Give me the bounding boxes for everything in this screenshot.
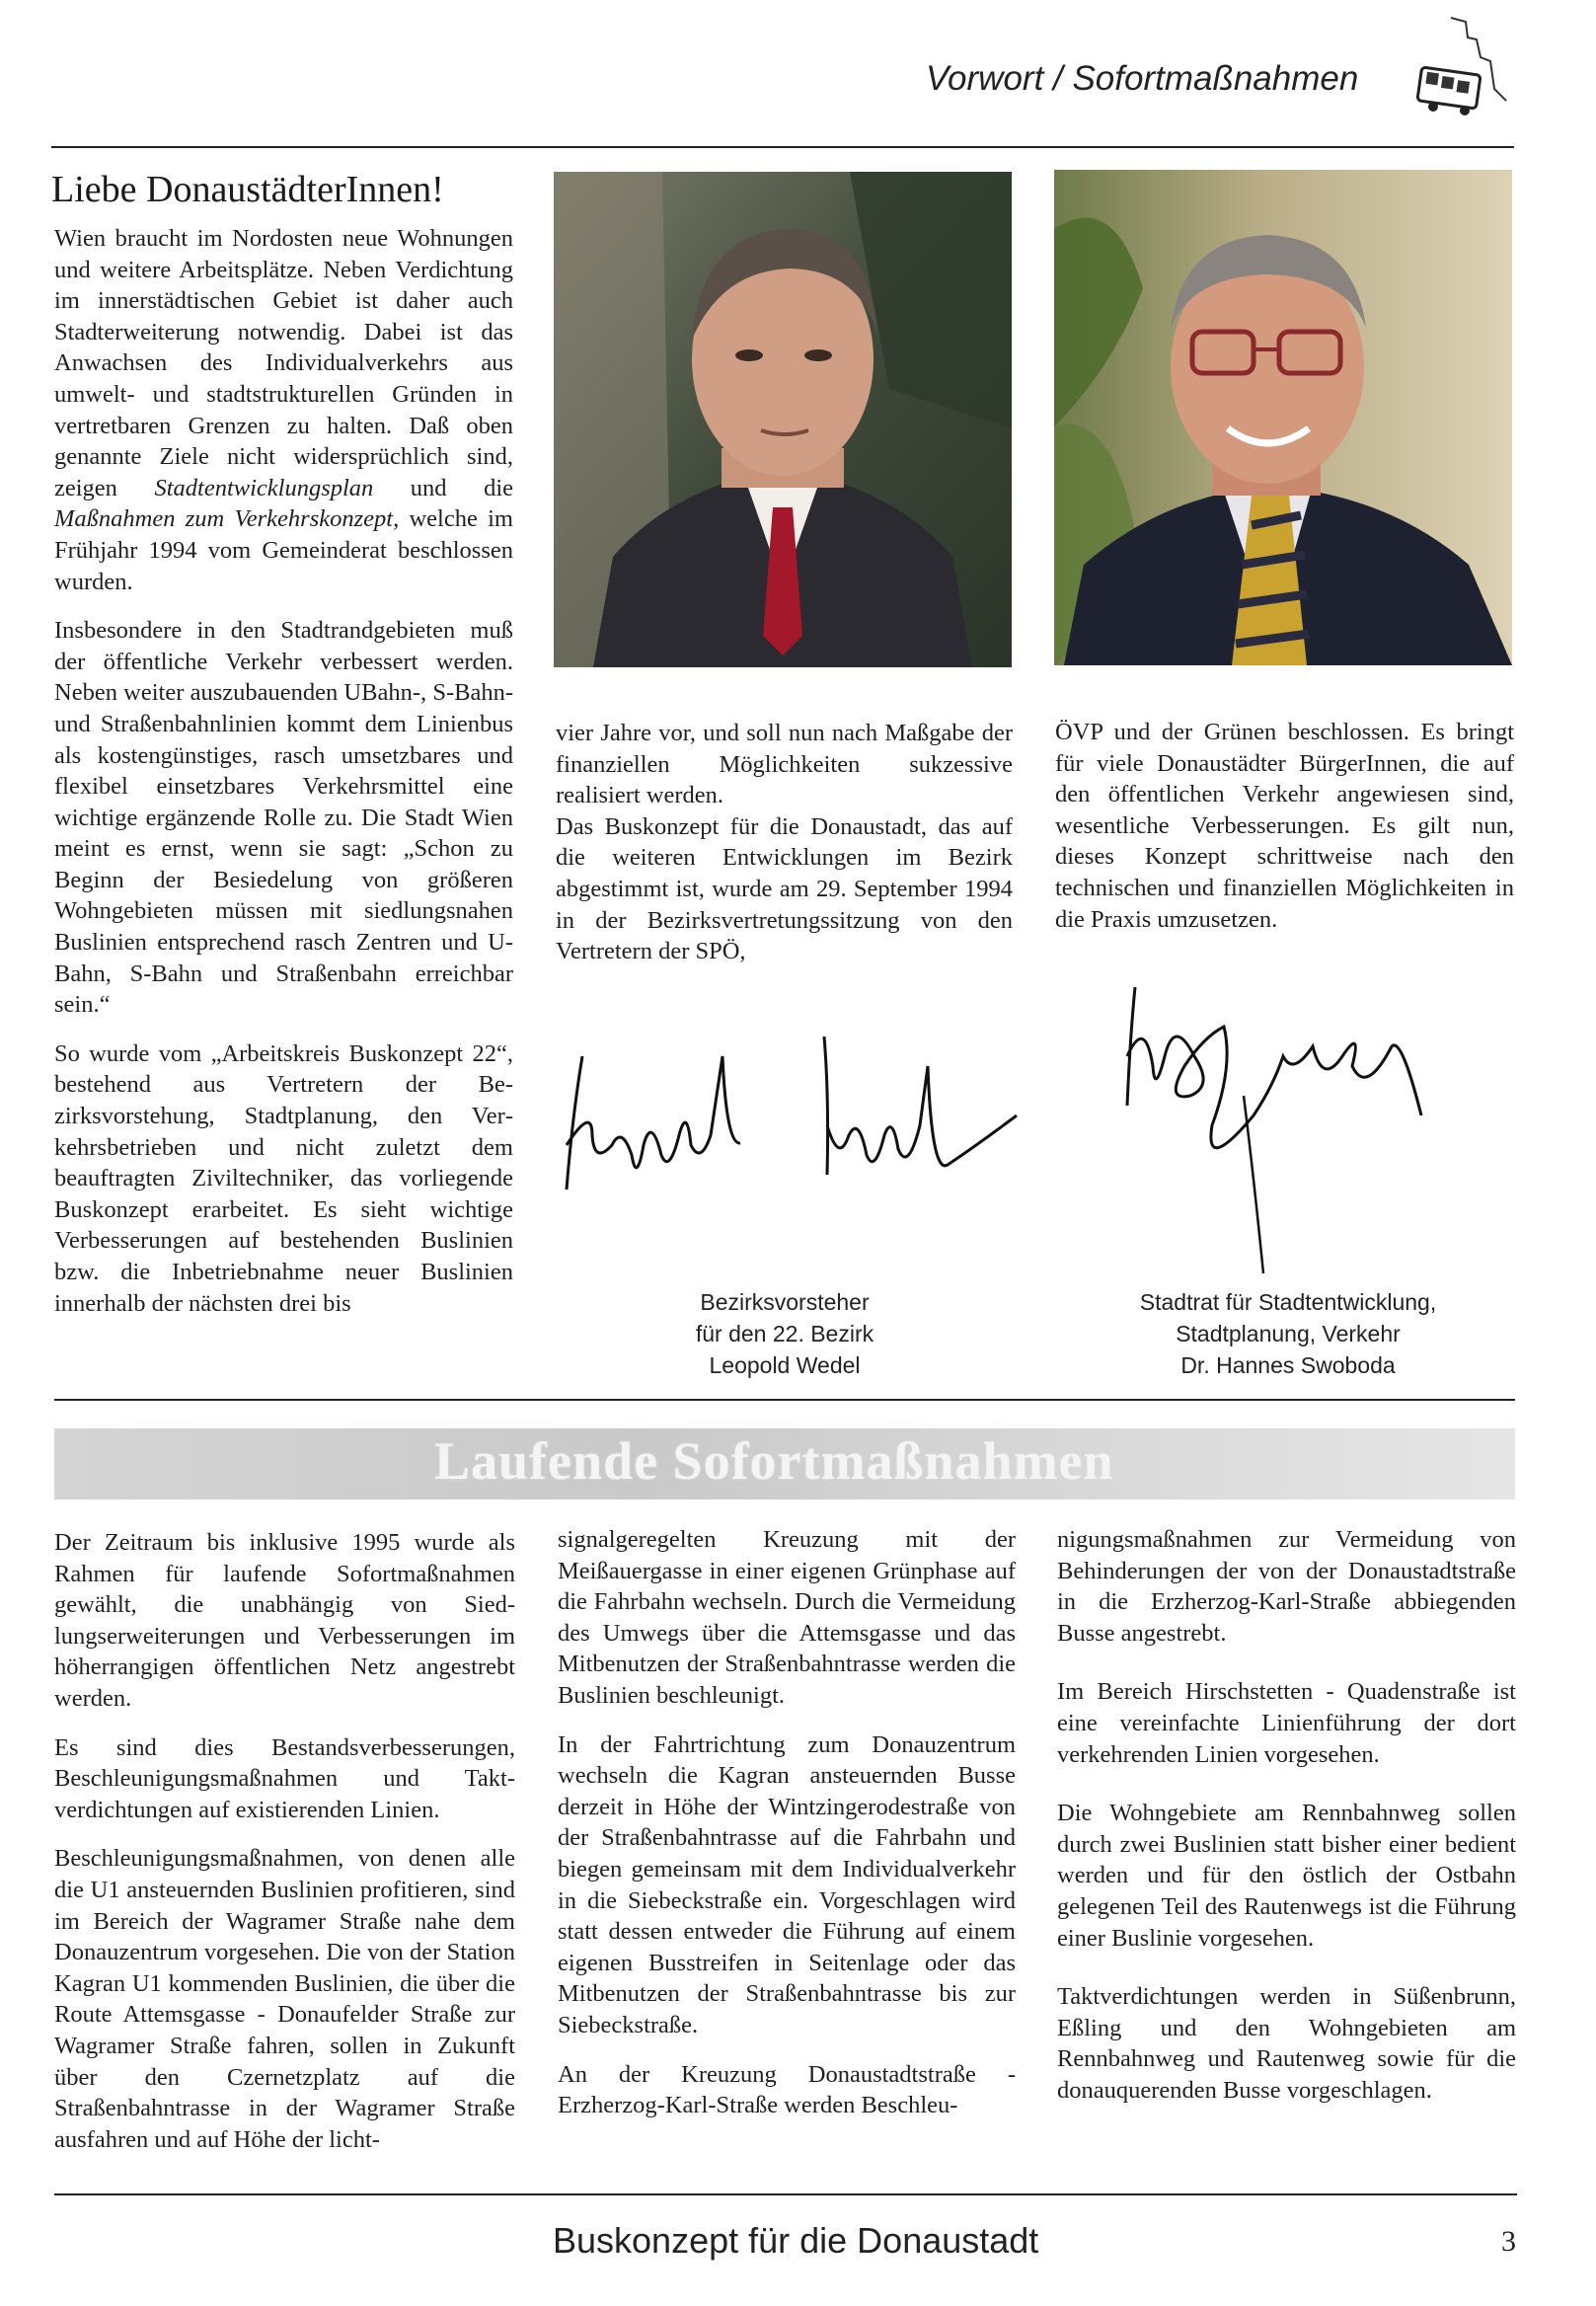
- section-paragraph: Beschleunigungsmaßnahmen, von denen alle die U1 ansteuernden Buslinien profitieren, sind im Bereich der Wagramer Straße nahe dem Donauzentrum vorgesehen. Die von der Station Kagran U1 kommenden Buslinien, die über die Route Attemsgasse - Donaufelder Straße zur Wagramer Straße fahren, sollen in Zukunft über den Czernetzplatz auf die Straßenbahntrasse in der Wagramer Straße ausfahren und auf Höhe der licht-: [54, 1845, 515, 2153]
- header-rule: [51, 146, 1514, 148]
- letter-paragraph-1: Wien braucht im Nordosten neue Wohnungen und weitere Arbeitsplätze. Neben Verdichtung im innerstädtischen Gebiet ist daher auch Stadterweiterung notwendig. Dabei ist das Anwachsen des Individualverkehrs aus umwelt- und stadtstrukturellen Gründen in vertretbaren Grenzen zu halten. Daß oben genannte Ziele nicht widersprüchlich sind, zeigen Stadtentwicklungsplan und die Maßnahmen zum Verkehrskonzept, welche im Frühjahr 1994 vom Gemeinderat beschlossen wurden.: [54, 225, 513, 595]
- section-column-2: [558, 1524, 1016, 2139]
- section-paragraph: signalgeregelten Kreuzung mit der Meißauergasse in einer eigenen Grünphase auf die Fahrbahn wechseln. Durch die Vermeidung des Umwegs über die Attemsgasse und das Mitbenutzen der Straßenbahntrasse werden die Buslinien beschleunigt.: [558, 1526, 1016, 1709]
- page-number: 3: [1501, 2225, 1516, 2258]
- section-paragraph: In der Fahrtrichtung zum Donauzentrum wechseln die Kagran ansteuernden Busse derzeit in Höhe der Wintzingerodestraße von der Straßenbahntrasse auf die Fahrbahn und biegen gemeinsam mit dem Individualverkehr in die Siebeckstraße ein. Vorgeschlagen wird statt dessen entweder die Führung auf einem eigenen Busstreifen in Seitenlage oder das Mitbenutzen der Straßenbahntrasse bis zur Siebeckstraße.: [558, 1730, 1016, 2038]
- footer-rule: [54, 2193, 1517, 2195]
- portrait-photo-hannes-swoboda: [1054, 170, 1512, 665]
- signature-hannes-swoboda: [1105, 977, 1481, 1293]
- section-paragraph: Die Wohngebiete am Rennbahnweg sollen durch zwei Buslinien statt bisher einer bedient werden und für den östlich der Ostbahn gelegenen Teil des Rautenwegs ist die Führung einer Buslinie vorgesehen.: [1057, 1800, 1516, 1952]
- signatory-2-title: Stadtrat für Stadtentwicklung,: [1139, 1289, 1437, 1315]
- signatory-1-caption: [637, 1286, 933, 1381]
- section-paragraph: Es sind dies Bestandsverbesserungen, Beschleunigungsmaßnahmen und Taktverdichtungen auf existierenden Linien.: [54, 1733, 515, 1823]
- section-column-1: [54, 1527, 515, 2173]
- header-title: Vorwort / Sofortmaßnahmen: [926, 59, 1359, 98]
- section-paragraph: An der Kreuzung Donaustadtstraße - Erzherzog-Karl-Straße werden Beschleu-: [558, 2060, 1016, 2119]
- letter-column-2: [556, 718, 1013, 985]
- letter-heading: Liebe DonaustädterInnen!: [51, 169, 444, 210]
- signatory-2-name: Dr. Hannes Swoboda: [1180, 1352, 1396, 1378]
- portrait-photo-leopold-wedel: [554, 172, 1012, 667]
- signatory-1-title: Bezirksvorsteher: [700, 1289, 870, 1315]
- section-paragraph: nigungsmaßnahmen zur Vermeidung von Behinderungen der von der Donaustadtstraße in die Erzherzog-Karl-Straße abbiegenden Busse angestrebt.: [1057, 1526, 1516, 1647]
- letter-column-1: [54, 223, 513, 1337]
- signatory-2-caption: [1096, 1286, 1481, 1381]
- section-paragraph: Der Zeitraum bis inklusive 1995 wurde als Rahmen für laufende Sofortmaßnahmen gewählt, die unabhängig von Siedlungserweiterungen und Verbesserungen im höherrangigen öffentlichen Netz angestrebt werden.: [54, 1529, 515, 1712]
- section-paragraph: Im Bereich Hirschstetten - Quadenstraße ist eine vereinfachte Linienführung der dort verkehrenden Linien vorgesehen.: [1057, 1678, 1516, 1768]
- section-column-3: [1057, 1524, 1516, 2124]
- signatory-2-portfolio: Stadtplanung, Verkehr: [1176, 1321, 1401, 1346]
- footer-title: Buskonzept für die Donaustadt: [553, 2220, 1039, 2261]
- section-rule: [54, 1399, 1515, 1401]
- letter-column-3: [1055, 717, 1514, 953]
- letter-column-2-text: vier Jahre vor, und soll nun nach Maßgabe der finanziellen Möglichkeiten sukzessive realisiert werden. Das Buskonzept für die Donaustadt, das auf die weiteren Entwicklungen im Bezirk abgestimmt ist, wurde am 29. September 1994 in der Bezirksvertretungssitzung von den Vertretern der SPÖ,: [556, 720, 1013, 965]
- signatory-1-district: für den 22. Bezirk: [695, 1321, 874, 1346]
- letter-paragraph-2: Insbesondere in den Stadtrandgebieten muß der öffentliche Verkehr verbessert werden. Neben weiter auszubauenden UBahn-, S-Bahn- und Straßenbahnlinien kommt dem Linienbus als kostengünstiges, rasch umsetzbares und flexibel einsetzbares Verkehrsmittel eine wichtige ergänzende Rolle zu. Die Stadt Wien meint es ernst, wenn sie sagt: „Schon zu Beginn der Besiedelung von größeren Wohngebieten müssen mit siedlungsnahen Buslinien entsprechend rasch Zentren und U-Bahn, S-Bahn und Straßenbahn erreichbar sein.“: [54, 617, 513, 1019]
- letter-paragraph-3: So wurde vom „Arbeitskreis Buskonzept 22“, bestehend aus Vertretern der Bezirksvorstehung, Stadtplanung, den Verkehrsbetrieben und nicht zuletzt dem beauftragten Ziviltechniker, das vorliegende Buskonzept erarbeitet. Es sieht wichtige Verbesserungen auf bestehenden Buslinien bzw. die Inbetriebnahme neuer Buslinien innerhalb der nächsten drei bis: [54, 1039, 513, 1317]
- section-banner-title: Laufende Sofortmaßnahmen: [434, 1431, 1114, 1491]
- signature-leopold-wedel: [553, 1027, 1026, 1214]
- signatory-1-name: Leopold Wedel: [709, 1352, 861, 1378]
- bus-icon: [1411, 10, 1510, 118]
- letter-column-3-text: ÖVP und der Grünen beschlossen. Es bringt für viele Donaustädter BürgerInnen, die auf den öffentlichen Verkehr angewiesen sind, wesentliche Verbesserungen. Es gilt nun, dieses Konzept schrittweise nach den technischen und finanziellen Möglichkeiten in die Praxis umzusetzen.: [1055, 719, 1514, 933]
- section-paragraph: Taktverdichtungen werden in Süßenbrunn, Eßling und den Wohngebieten am Rennbahnweg und Rautenweg sowie für die donauquerenden Busse vorgeschlagen.: [1057, 1983, 1516, 2104]
